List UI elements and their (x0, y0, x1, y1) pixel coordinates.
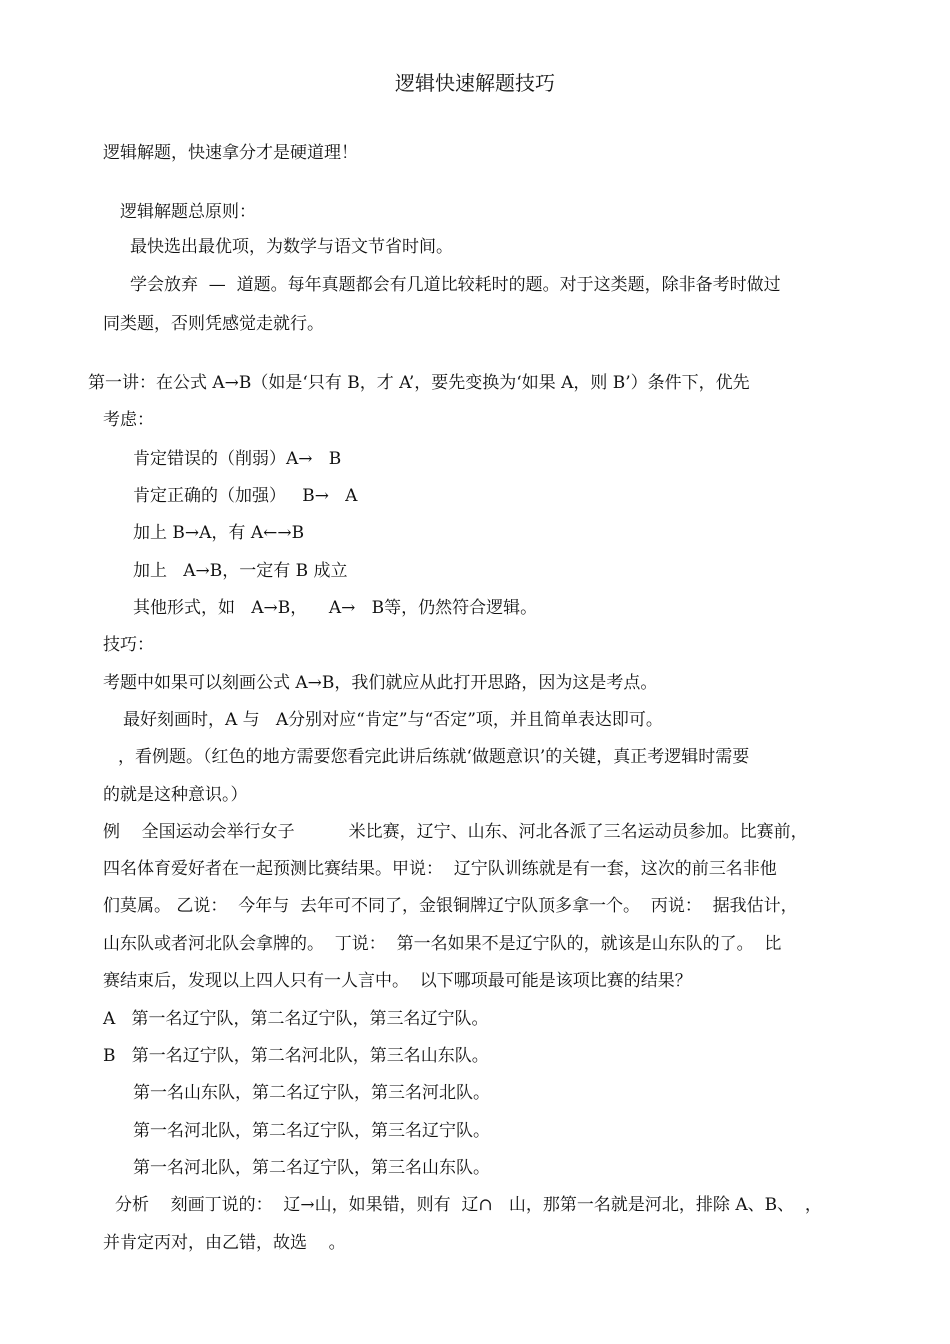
tips-heading: 技巧： (103, 635, 154, 655)
principle-line: 最快选出最优项，为数学与语文节省时间。 (130, 237, 453, 257)
option-line: A 第一名辽宁队，第二名辽宁队，第三名辽宁队。 (103, 1009, 489, 1029)
example-line: 四名体育爱好者在一起预测比赛结果。甲说： 辽宁队训练就是有一套，这次的前三名非他 (103, 859, 777, 879)
rule-line: 加上 A→B，一定有 B 成立 (133, 561, 348, 581)
option-line: 第一名河北队，第二名辽宁队，第三名辽宁队。 (133, 1121, 490, 1141)
option-line: 第一名山东队，第二名辽宁队，第三名河北队。 (133, 1083, 490, 1103)
option-line: B 第一名辽宁队，第二名河北队，第三名山东队。 (103, 1046, 489, 1066)
rule-line: 肯定正确的（加强） B→ A (133, 486, 358, 506)
principle-heading: 逻辑解题总原则： (120, 202, 256, 222)
example-line: 山东队或者河北队会拿牌的。 丁说： 第一名如果不是辽宁队的，就该是山东队的了。 比 (103, 934, 782, 954)
lecture-line: 考虑： (103, 410, 154, 430)
lecture-heading: 第一讲：在公式 A→B（如是‘只有 B，才 A’，要先变换为‘如果 A，则 B’）条件下，优先 (88, 373, 750, 393)
tips-line: 最好刻画时，A 与 A分别对应“肯定”与“否定”项，并且简单表达即可。 (123, 710, 663, 730)
example-line: 们莫属。 乙说： 今年与 去年可不同了，金银铜牌辽宁队顶多拿一个。 丙说： 据我估计， (103, 896, 798, 916)
rule-line: 其他形式，如 A→B， A→ B等，仍然符合逻辑。 (133, 598, 538, 618)
page-title: 逻辑快速解题技巧 (395, 71, 555, 95)
intro-line: 逻辑解题，快速拿分才是硬道理！ (103, 143, 358, 163)
tips-line: 考题中如果可以刻画公式 A→B，我们就应从此打开思路，因为这是考点。 (103, 673, 658, 693)
example-line: 赛结束后，发现以上四人只有一人言中。 以下哪项最可能是该项比赛的结果？ (103, 971, 692, 991)
principle-line: 学会放弃 — 道题。每年真题都会有几道比较耗时的题。对于这类题，除非备考时做过 (130, 275, 781, 295)
rule-line: 加上 B→A，有 A←→B (133, 523, 305, 543)
rule-line: 肯定错误的（削弱）A→ B (133, 449, 342, 469)
principle-line: 同类题，否则凭感觉走就行。 (103, 314, 324, 334)
analysis-line: 并肯定丙对，由乙错，故选 。 (103, 1233, 346, 1253)
tips-line: 的就是这种意识。） (103, 785, 248, 805)
option-line: 第一名河北队，第二名辽宁队，第三名山东队。 (133, 1158, 490, 1178)
example-line: 例 全国运动会举行女子 米比赛，辽宁、山东、河北各派了三名运动员参加。比赛前， (103, 822, 808, 842)
tips-line: ，看例题。（红色的地方需要您看完此讲后练就‘做题意识’的关键，真正考逻辑时需要 (118, 747, 750, 767)
analysis-line: 分析 刻画丁说的： 辽→山，如果错，则有 辽∩ 山，那第一名就是河北，排除 A、B、 ， (115, 1195, 822, 1215)
